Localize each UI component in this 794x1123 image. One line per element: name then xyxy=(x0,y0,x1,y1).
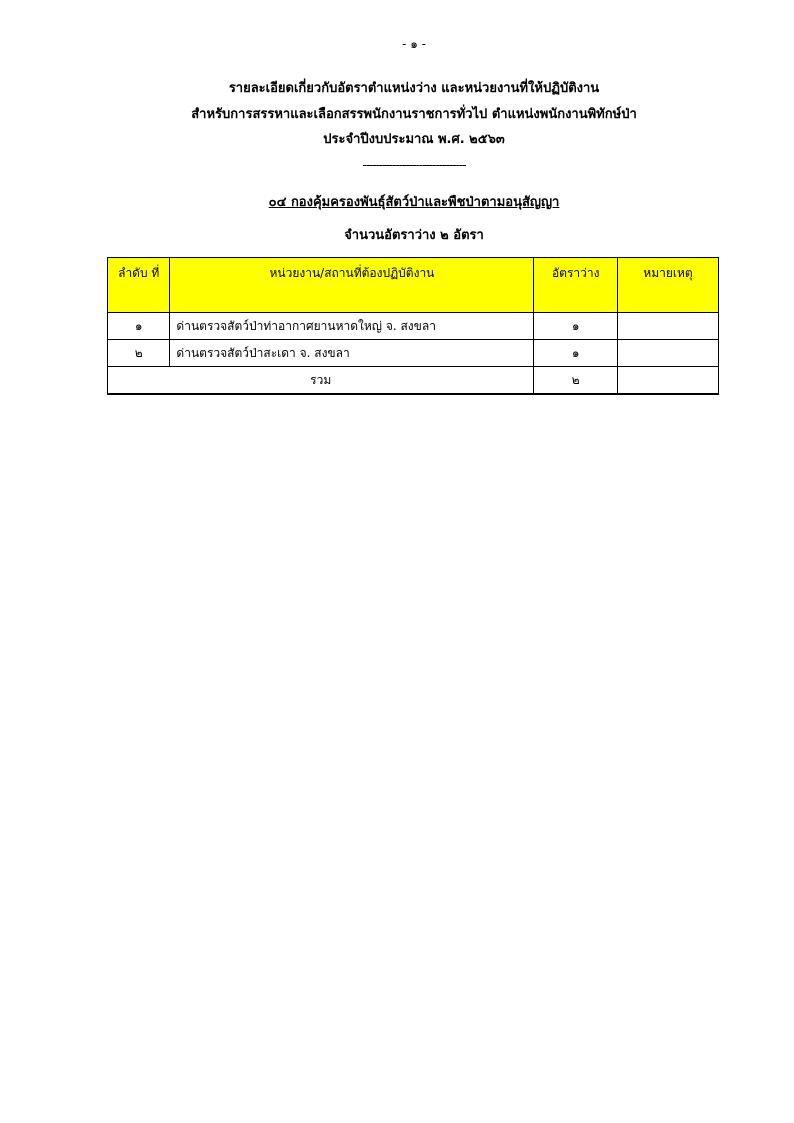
total-label: รวม xyxy=(108,367,534,395)
header-rate: อัตราว่าง xyxy=(534,258,618,313)
row-no: ๒ xyxy=(108,340,170,367)
header-note: หมายเหตุ xyxy=(617,258,718,313)
vacancy-table xyxy=(107,257,719,395)
document-title-line-1: รายละเอียดเกี่ยวกับอัตราตำแหน่งว่าง และหน่วยงานที่ให้ปฏิบัติงาน xyxy=(228,81,600,96)
row-unit: ด่านตรวจสัตว์ป่าท่าอากาศยานหาดใหญ่ จ. สงขลา xyxy=(170,313,534,340)
table-row xyxy=(108,313,719,340)
total-rate: ๒ xyxy=(534,367,618,395)
row-note xyxy=(617,313,718,340)
row-note xyxy=(617,340,718,367)
document-title-line-3: ประจำปีงบประมาณ พ.ศ. ๒๕๖๓ xyxy=(323,132,505,147)
table-row xyxy=(108,340,719,367)
vacancy-count: จำนวนอัตราว่าง ๒ อัตรา xyxy=(344,228,484,243)
row-no: ๑ xyxy=(108,313,170,340)
section-title: ๐๔ กองคุ้มครองพันธุ์สัตว์ป่าและพืชป่าตามอนุสัญญา xyxy=(268,195,560,210)
document-title-line-2: สำหรับการสรรหาและเลือกสรรพนักงานราชการทั่วไป ตำแหน่งพนักงานพิทักษ์ป่า xyxy=(191,107,637,122)
total-row xyxy=(108,367,719,395)
row-rate: ๑ xyxy=(534,340,618,367)
header-unit: หน่วยงาน/สถานที่ต้องปฏิบัติงาน xyxy=(170,258,534,313)
row-unit: ด่านตรวจสัตว์ป่าสะเดา จ. สงขลา xyxy=(170,340,534,367)
page-number: - ๑ - xyxy=(402,37,426,51)
total-note xyxy=(617,367,718,395)
row-rate: ๑ xyxy=(534,313,618,340)
header-no: ลำดับ ที่ xyxy=(108,258,170,313)
table-header-row xyxy=(108,258,719,313)
divider: ------------------------------- xyxy=(362,158,466,172)
